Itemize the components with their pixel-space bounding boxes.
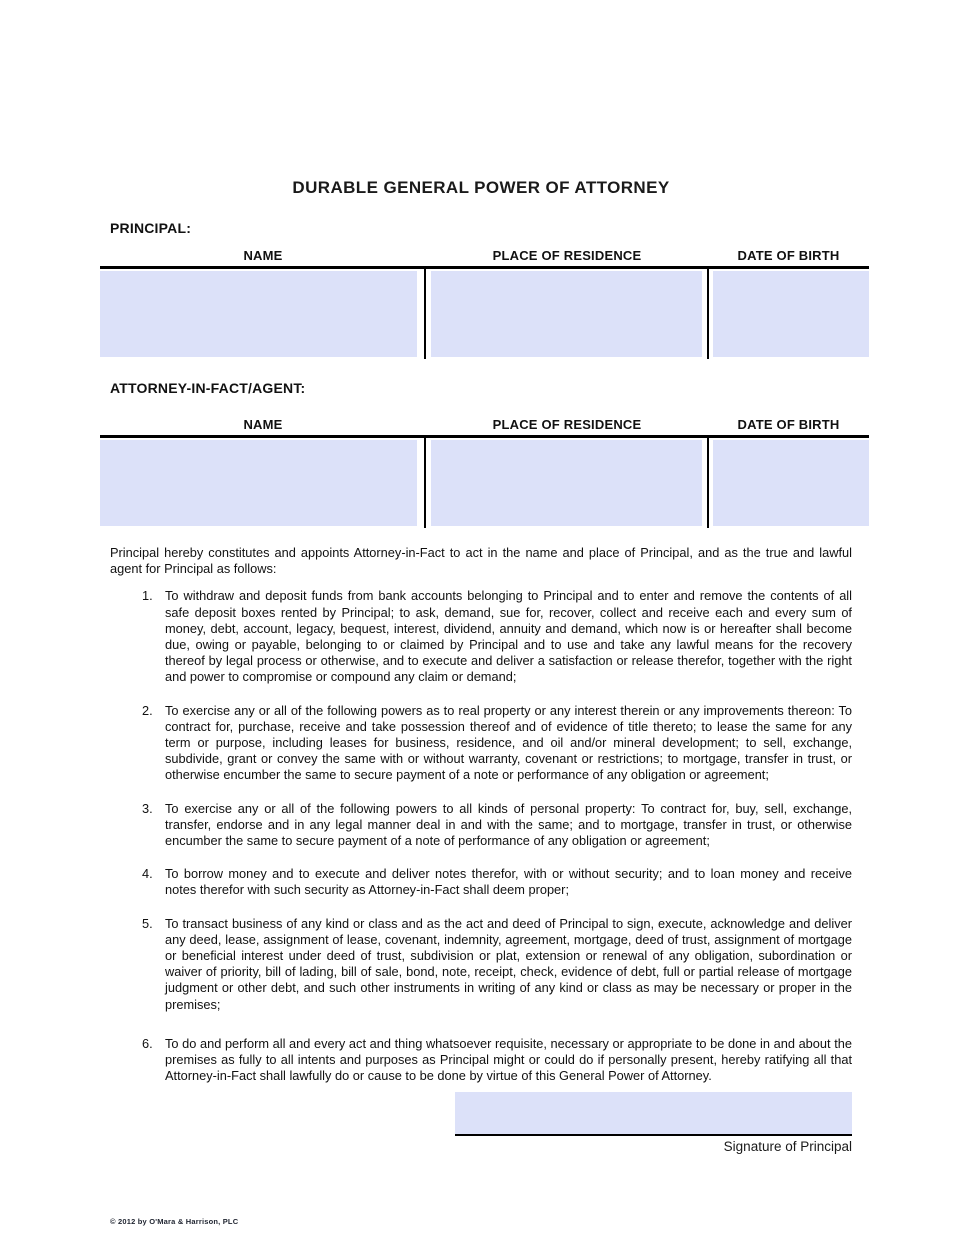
list-item-number: 4. xyxy=(142,866,153,882)
agent-header-name: NAME xyxy=(243,417,283,432)
principal-signature-input[interactable] xyxy=(455,1092,852,1136)
principal-name-cell xyxy=(100,269,424,359)
signature-caption: Signature of Principal xyxy=(723,1139,852,1155)
list-item-text: To transact business of any kind or class and as the act and deed of Principal to sign, execute, acknowledge and deliver any deed, lease, assignment of lease, covenant, indemnity, agreement, mortgage, deed of trust, assignment of mortgage or beneficial interest under deed of trust, subdivision or plat, extension or renewal of any obligation, subordination or waiver of priority, bill of lading, bill of sale, bond, note, receipt, check, evidence of debt, full or partial release of mortgage judgment or other debt, and such other instruments in writing of any kind or class as may be necessary or proper in the premises; xyxy=(165,915,852,1012)
principal-field-row xyxy=(100,266,869,359)
agent-dob-cell xyxy=(707,438,869,528)
agent-residence-cell xyxy=(424,438,707,528)
list-item xyxy=(142,801,852,850)
principal-residence-cell xyxy=(424,269,707,359)
list-item xyxy=(142,588,852,685)
list-item xyxy=(142,1036,852,1085)
principal-name-input[interactable] xyxy=(100,271,417,357)
list-item-text: To do and perform all and every act and thing whatsoever requisite, necessary or appropriate to be done in and about the premises as fully to all intents and purposes as Principal might or could do if personally present, hereby ratifying all that Attorney-in-Fact shall lawfully do or cause to be done by virtue of this General Power of Attorney. xyxy=(165,1035,852,1084)
principal-header-dob: DATE OF BIRTH xyxy=(737,248,840,263)
principal-section-label: PRINCIPAL: xyxy=(110,220,192,236)
list-item xyxy=(142,916,852,1013)
agent-dob-input[interactable] xyxy=(713,440,869,526)
principal-dob-input[interactable] xyxy=(713,271,869,357)
list-item-number: 6. xyxy=(142,1035,153,1051)
agent-table-header-row xyxy=(100,417,869,435)
principal-dob-cell xyxy=(707,269,869,359)
list-item-text: To exercise any or all of the following powers to all kinds of personal property: To contract for, buy, sell, exchange, transfer, endorse and in any legal manner deal in and with the same; and to mortgage, transfer in trust, or otherwise encumber the same to secure payment of a note of performance of any obligation or agreement; xyxy=(165,800,852,849)
agent-residence-input[interactable] xyxy=(431,440,702,526)
signature-area xyxy=(455,1092,852,1154)
principal-table xyxy=(100,248,869,359)
copyright-note: © 2012 by O'Mara & Harrison, PLC xyxy=(110,1217,239,1226)
intro-paragraph: Principal hereby constitutes and appoints Attorney-in-Fact to act in the name and place of Principal, and as the true and lawful agent for Principal as follows: xyxy=(110,545,852,577)
agent-header-dob: DATE OF BIRTH xyxy=(737,417,840,432)
principal-header-residence: PLACE OF RESIDENCE xyxy=(492,248,642,263)
principal-table-header-row xyxy=(100,248,869,266)
list-item-number: 5. xyxy=(142,915,153,931)
principal-header-name: NAME xyxy=(243,248,283,263)
list-item-text: To exercise any or all of the following powers as to real property or any interest therein or any improvements thereon: To contract for, purchase, receive and take possession thereof and of evidence of title thereto; to lease the same for any term or purpose, including leases for business, residence, and oil and/or mineral development; to sell, exchange, subdivide, grant or convey the same with or without warranty, covenant or restrictions; to mortgage, transfer in trust, or otherwise encumber the same to secure payment of a note or performance of any obligation or agreement; xyxy=(165,702,852,783)
agent-header-residence: PLACE OF RESIDENCE xyxy=(492,417,642,432)
list-item-number: 2. xyxy=(142,702,153,718)
agent-table xyxy=(100,417,869,528)
powers-list xyxy=(110,588,852,1084)
list-item xyxy=(142,703,852,784)
principal-residence-input[interactable] xyxy=(431,271,702,357)
agent-section-label: ATTORNEY-IN-FACT/AGENT: xyxy=(110,380,306,396)
agent-name-input[interactable] xyxy=(100,440,417,526)
list-item-number: 3. xyxy=(142,800,153,816)
list-item-text: To withdraw and deposit funds from bank accounts belonging to Principal and to enter and remove the contents of all safe deposit boxes rented by Principal; to ask, demand, sue for, recover, collect and receive each and every sum of money, debt, account, legacy, bequest, interest, dividend, annuity and demand, which now is or hereafter shall become due, owing or payable, belonging to or claimed by Principal and to use and take any lawful means for the recovery thereof by legal process or otherwise, and to execute and deliver a satisfaction or release therefor, together with the right and power to compromise or compound any claim or demand; xyxy=(165,588,852,685)
page-title: DURABLE GENERAL POWER OF ATTORNEY xyxy=(292,178,670,197)
agent-field-row xyxy=(100,435,869,528)
list-item-number: 1. xyxy=(142,588,153,604)
agent-name-cell xyxy=(100,438,424,528)
list-item-text: To borrow money and to execute and deliver notes therefor, with or without security; and to loan money and receive notes therefor with such security as Attorney-in-Fact shall deem proper; xyxy=(165,866,852,898)
list-item xyxy=(142,866,852,898)
